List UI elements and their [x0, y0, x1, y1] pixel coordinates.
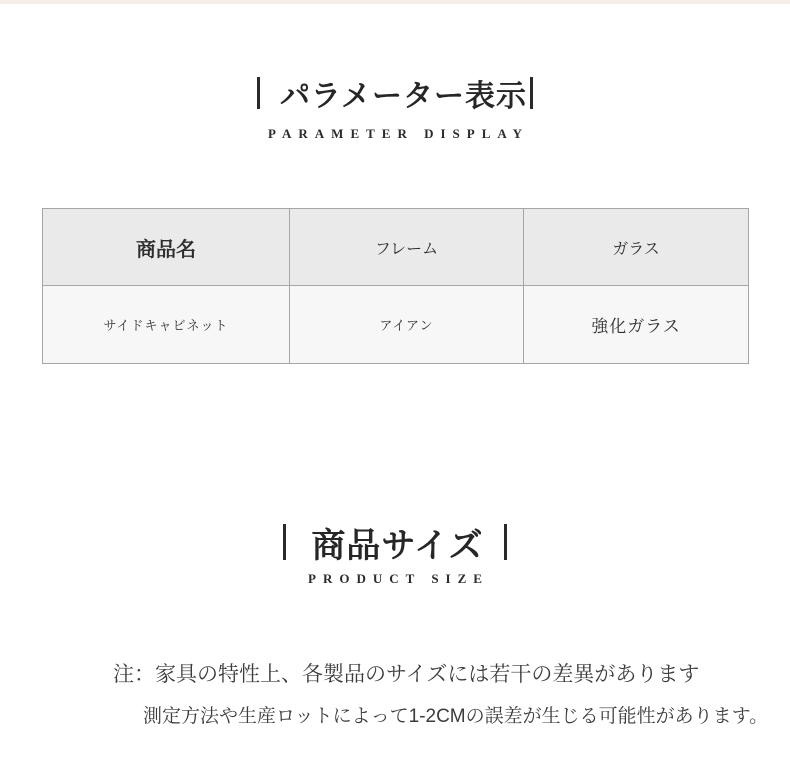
header-frame: フレーム: [290, 209, 524, 286]
title-accent-bar-left: [283, 524, 286, 560]
cell-frame: アイアン: [290, 286, 524, 364]
header-glass: ガラス: [524, 209, 749, 286]
title-accent-bar-right: [504, 524, 507, 560]
header-product-name: 商品名: [43, 209, 290, 286]
size-note-line-2: 測定方法や生産ロットによって1-2CMの誤差が生じる可能性があります。: [143, 706, 769, 727]
title-accent-bar-right: [530, 77, 533, 109]
section-subtitle-size: PRODUCT SIZE: [308, 571, 489, 586]
table-header-row: [43, 209, 749, 286]
title-accent-bar-left: [257, 77, 260, 109]
top-divider-strip: [0, 0, 790, 4]
section-header-size: [0, 520, 790, 564]
size-note-line-1: 注：家具の特性上、各製品のサイズには若干の差異があります: [113, 663, 700, 686]
section-header-parameters: [0, 73, 790, 113]
section-title-parameters: パラメーター表示: [279, 80, 528, 113]
section-subtitle-parameters: PARAMETER DISPLAY: [268, 126, 529, 141]
table-row: [43, 286, 749, 364]
cell-glass: 強化ガラス: [524, 286, 749, 364]
cell-product-name: サイドキャビネット: [43, 286, 290, 364]
parameter-table: [42, 208, 749, 364]
section-title-size: 商品サイズ: [311, 526, 484, 565]
